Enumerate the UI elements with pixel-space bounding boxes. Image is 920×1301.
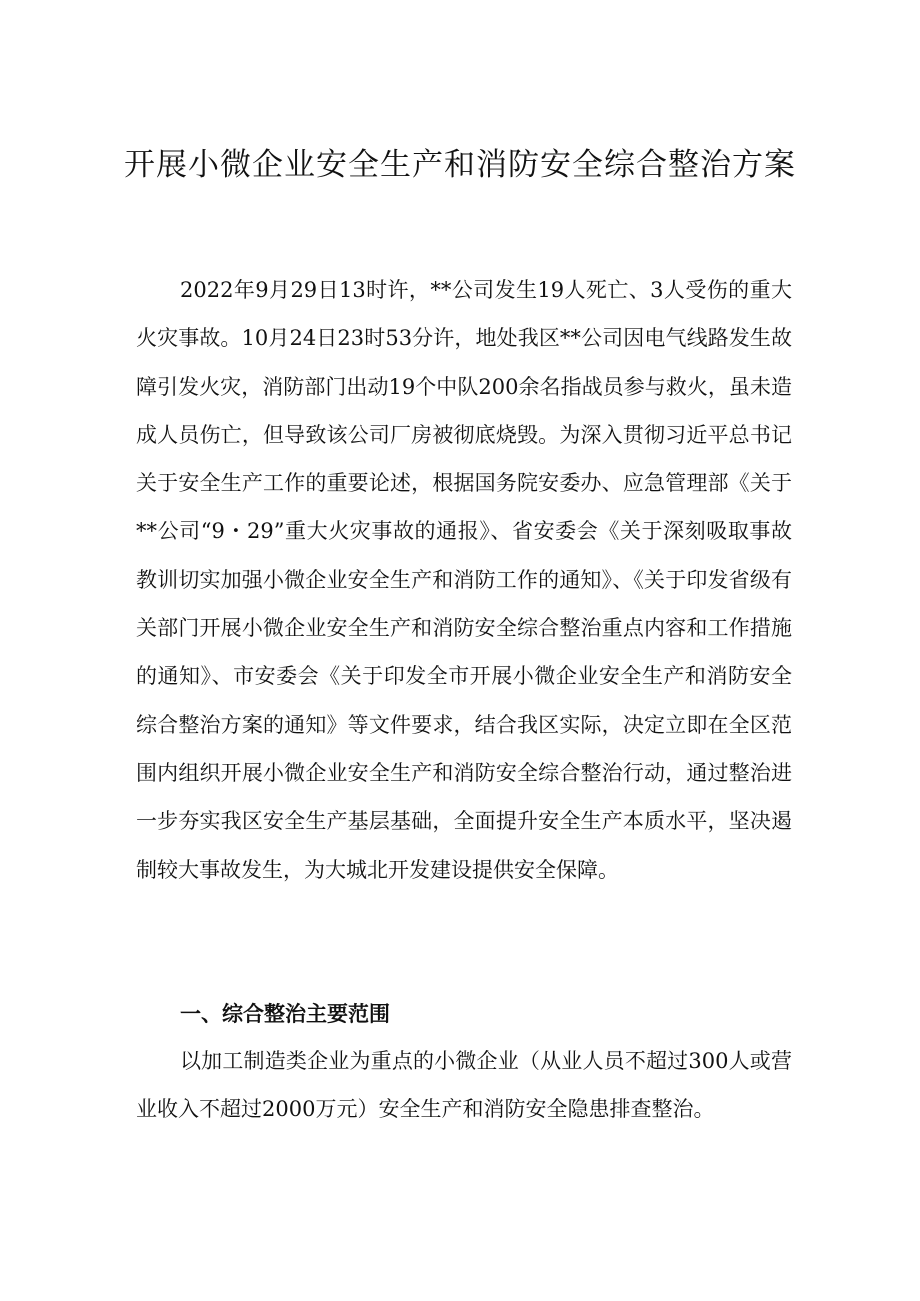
section-1-heading: 一、综合整治主要范围 <box>180 1002 390 1026</box>
intro-paragraph: 2022年9月29日13时许，**公司发生19人死亡、3人受伤的重大火灾事故。10月24日23时53分许，地处我区**公司因电气线路发生故障引发火灾，消防部门出动19个中队200余名指战员参与救火，虽未造成人员伤亡，但导致该公司厂房被彻底烧毁。为深入贯彻习近平总书记关于安全生产工作的重要论述，根据国务院安委办、应急管理部《关于**公司“9・29”重大火灾事故的通报》、省安委会《关于深刻吸取事故教训切实加强小微企业安全生产和消防工作的通知》、《关于印发省级有关部门开展小微企业安全生产和消防安全综合整治重点内容和工作措施的通知》、市安委会《关于印发全市开展小微企业安全生产和消防安全综合整治方案的通知》等文件要求，结合我区实际，决定立即在全区范围内组织开展小微企业安全生产和消防安全综合整治行动，通过整治进一步夯实我区安全生产基层基础，全面提升安全生产本质水平，坚决遏制较大事故发生，为大城北开发建设提供安全保障。 <box>136 278 792 882</box>
document-title: 开展小微企业安全生产和消防安全综合整治方案 <box>124 147 796 183</box>
section-1-paragraph: 以加工制造类企业为重点的小微企业（从业人员不超过300人或营业收入不超过2000万元）安全生产和消防安全隐患排查整治。 <box>136 1049 792 1122</box>
